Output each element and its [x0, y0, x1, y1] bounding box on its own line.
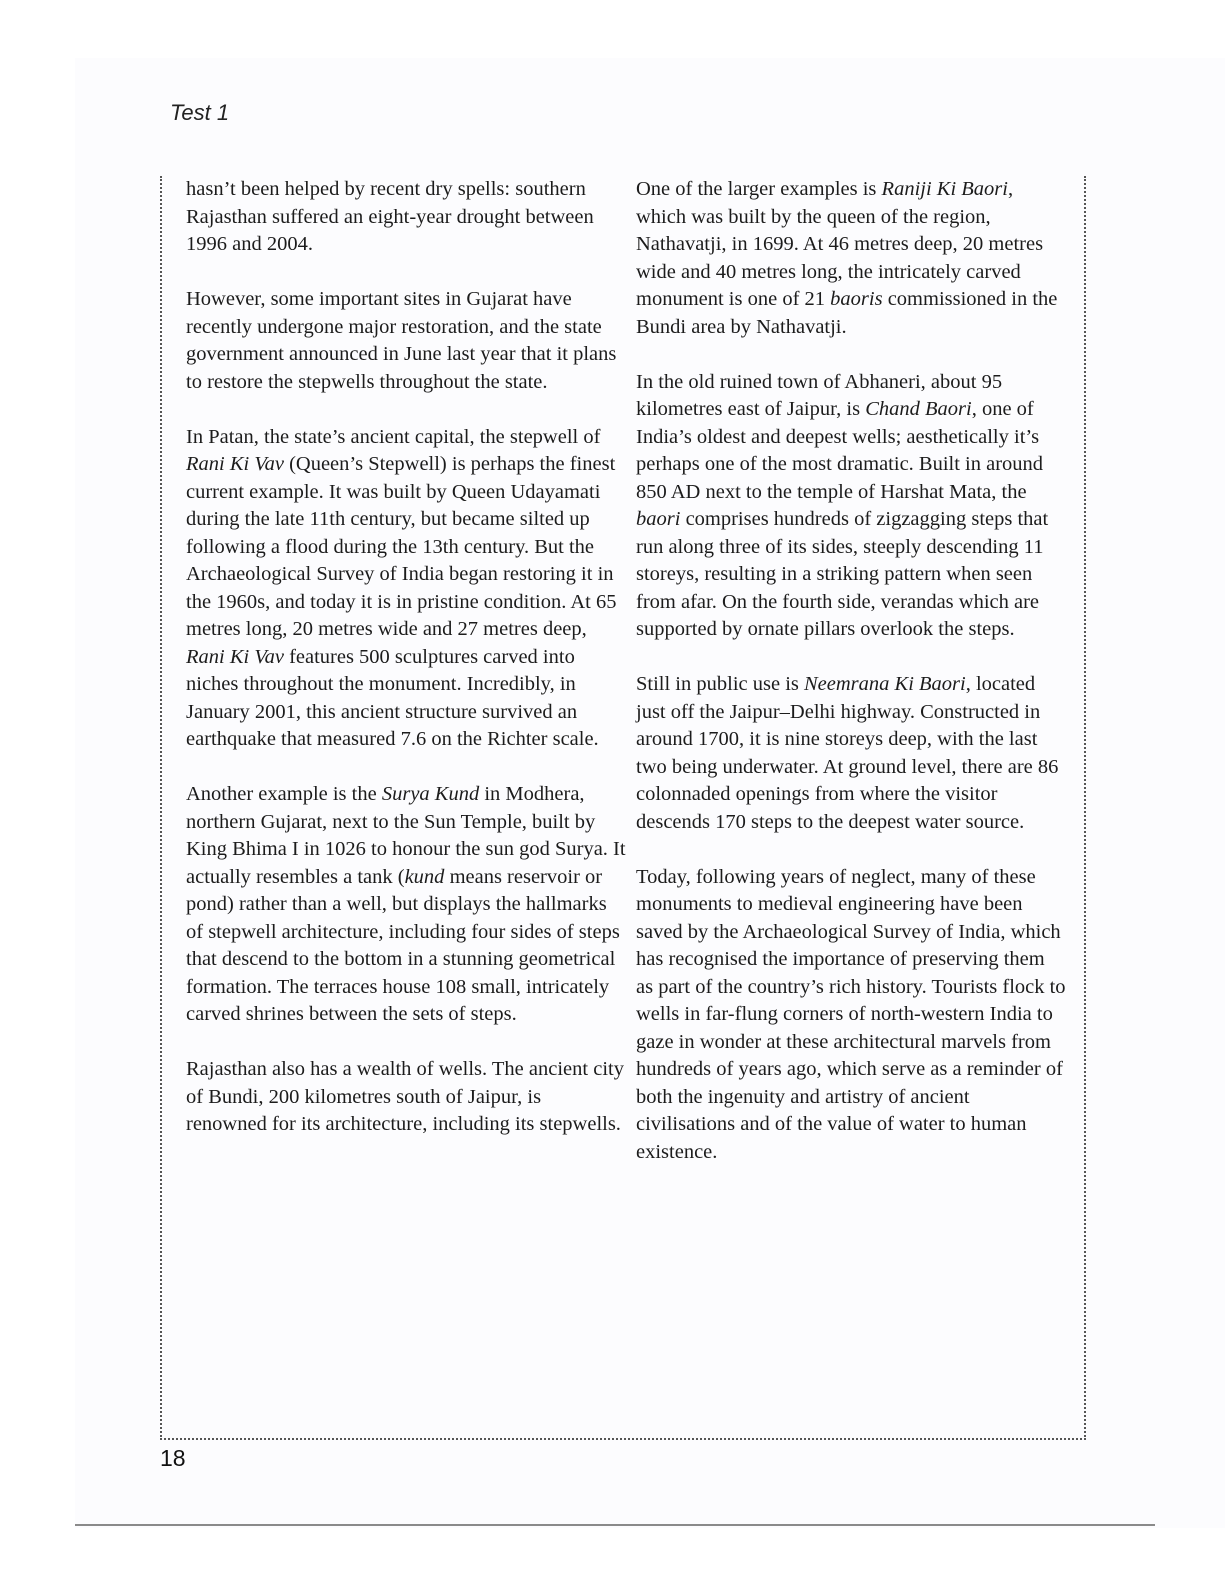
- left-column: [186, 176, 626, 1166]
- right-column: [636, 176, 1066, 1194]
- paragraph: hasn’t been helped by recent dry spells: southern Rajasthan suffered an eight-year drought between 1996 and 2004.: [186, 178, 594, 255]
- running-head: Test 1: [170, 100, 230, 125]
- paragraph: Rajasthan also has a wealth of wells. The ancient city of Bundi, 200 kilometres south of Jaipur, is renowned for its architecture, including its stepwells.: [186, 1058, 624, 1135]
- paragraph: Another example is the Surya Kund in Modhera, northern Gujarat, next to the Sun Temple, built by King Bhima I in 1026 to honour the sun god Surya. It actually resembles a tank (kund means reservoir or pond) rather than a well, but displays the hallmarks of stepwell architecture, including four sides of steps that descend to the bottom in a stunning geometrical formation. The terraces house 108 small, intricately carved shrines between the sets of steps.: [186, 783, 626, 1025]
- page-number: 18: [160, 1445, 186, 1471]
- italic-term: baoris: [830, 288, 883, 310]
- italic-term: baori: [636, 508, 681, 530]
- italic-term: Chand Baori: [865, 398, 972, 420]
- paragraph: Today, following years of neglect, many of these monuments to medieval engineering have been saved by the Archaeological Survey of India, which has recognised the importance of preserving them as part of the country’s rich history. Tourists flock to wells in far-flung corners of north-western India to gaze in wonder at these architectural marvels from hundreds of years ago, which serve as a reminder of both the ingenuity and artistry of ancient civilisations and of the value of water to human existence.: [636, 865, 1066, 1163]
- bottom-rule: [75, 1524, 1155, 1526]
- italic-term: kund: [404, 865, 445, 888]
- paragraph: In the old ruined town of Abhaneri, about 95 kilometres east of Jaipur, is Chand Baori, one of India’s oldest and deepest wells; aesthetically it’s perhaps one of the most dramatic. Built in around 850 AD next to the temple of Harshat Mata, the baori comprises hundreds of zigzagging steps that run along three of its sides, steeply descending 11 storeys, resulting in a striking pattern when seen from afar. On the fourth side, verandas which are supported by ornate pillars overlook the steps.: [636, 370, 1049, 640]
- italic-term: Neemrana Ki Baori: [804, 673, 966, 695]
- paragraph: Still in public use is Neemrana Ki Baori, located just off the Jaipur–Delhi highway. Constructed in around 1700, it is nine storeys deep, with the last two being underwater. At ground level, there are 86 colonnaded openings from where the visitor descends 170 steps to the deepest water source.: [636, 673, 1059, 833]
- italic-term: Surya Kund: [381, 783, 480, 805]
- paragraph: One of the larger examples is Raniji Ki Baori, which was built by the queen of the region, Nathavatji, in 1699. At 46 metres deep, 20 metres wide and 40 metres long, the intricately carved monument is one of 21 baoris commissioned in the Bundi area by Nathavatji.: [636, 178, 1058, 338]
- paragraph: In Patan, the state’s ancient capital, the stepwell of Rani Ki Vav (Queen’s Stepwell) is perhaps the finest current example. It was built by Queen Udayamati during the late 11th century, but became silted up following a flood during the 13th century. But the Archaeological Survey of India began restoring it in the 1960s, and today it is in pristine condition. At 65 metres long, 20 metres wide and 27 metres deep, Rani Ki Vav features 500 sculptures carved into niches throughout the monument. Incredibly, in January 2001, this ancient structure survived an earthquake that measured 7.6 on the Richter scale.: [186, 425, 617, 750]
- italic-term: Rani Ki Vav: [186, 453, 284, 475]
- paragraph: However, some important sites in Gujarat have recently undergone major restoration, and the state government announced in June last year that it plans to restore the stepwells throughout the state.: [186, 288, 617, 393]
- italic-term: Rani Ki Vav: [186, 645, 284, 668]
- italic-term: Raniji Ki Baori: [881, 178, 1008, 200]
